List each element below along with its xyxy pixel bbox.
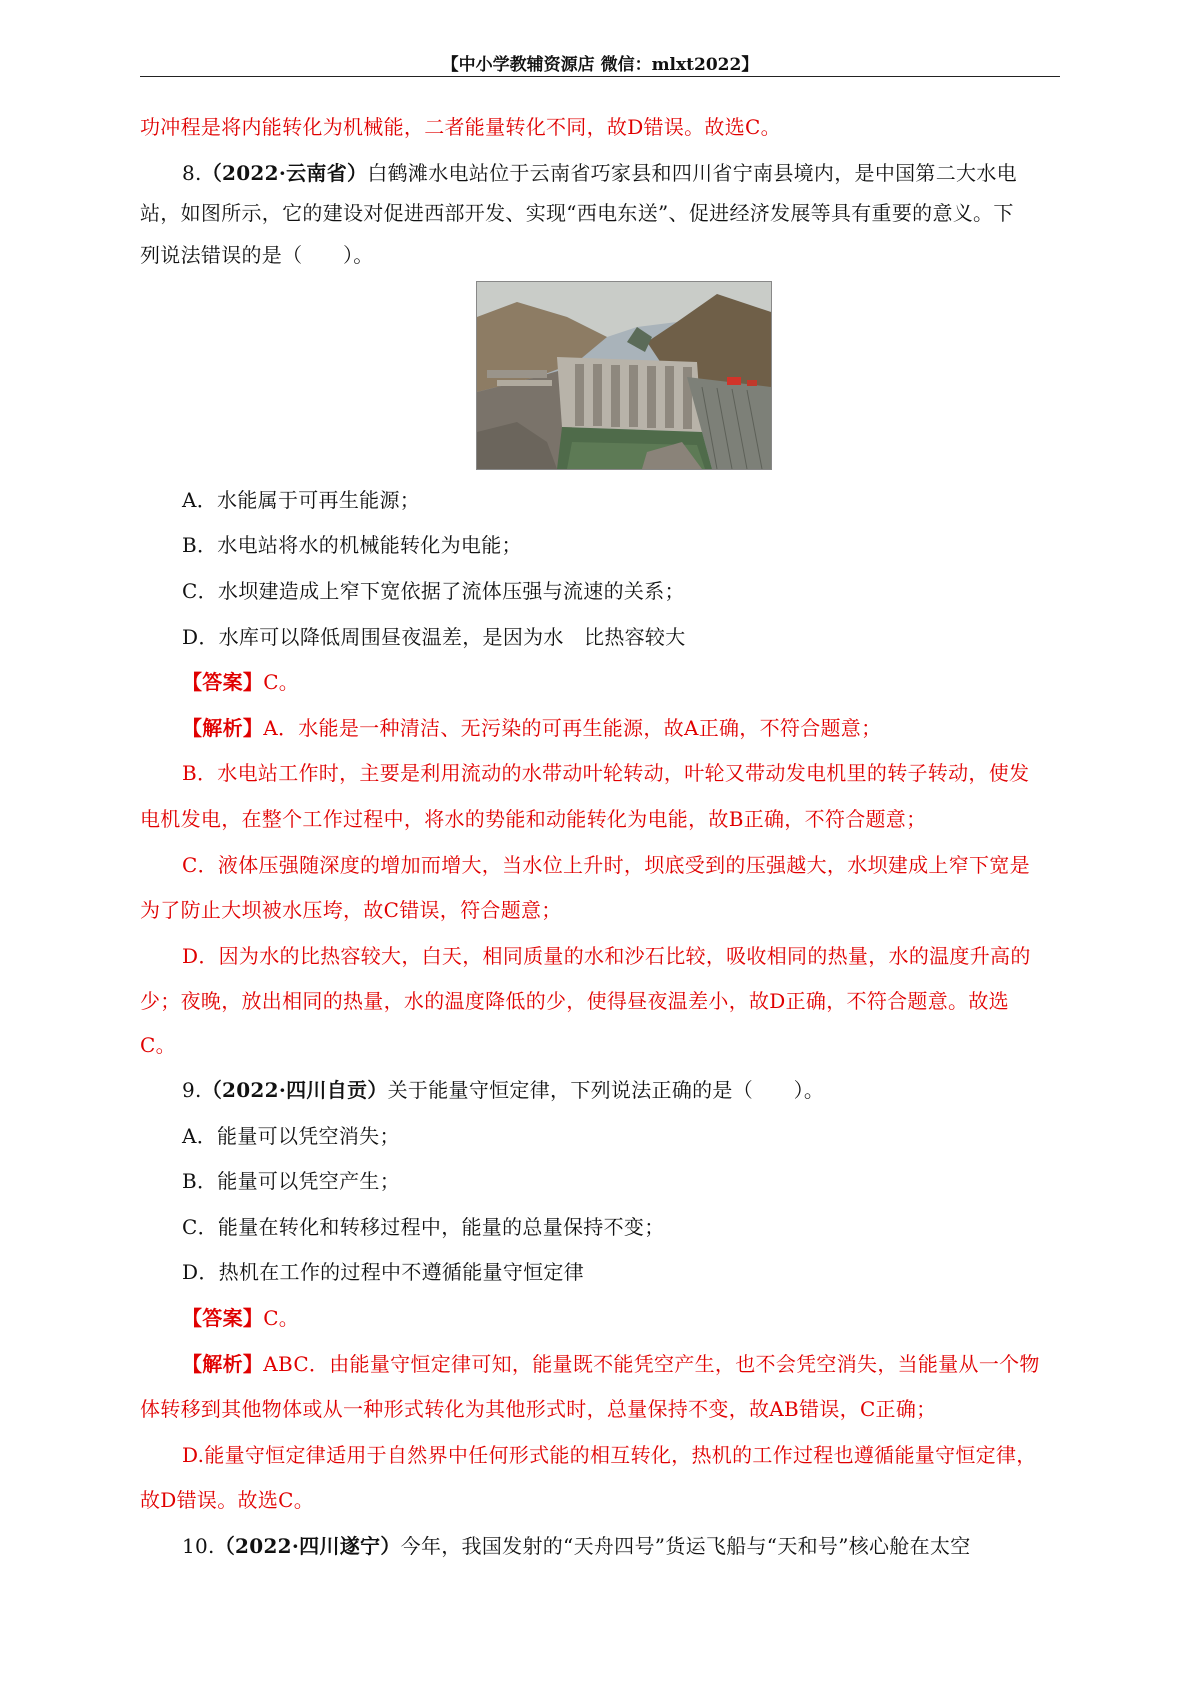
q9-number: 9.	[182, 1078, 202, 1102]
page-header: 【中小学教辅资源店 微信：mlxt2022】	[441, 55, 759, 75]
q8-analysis-tag: 【解析】	[182, 716, 264, 740]
q8-analysis-line8: C。	[140, 1033, 176, 1057]
q9-answer	[182, 1303, 1102, 1333]
q9-answer-tag: 【答案】	[182, 1306, 264, 1330]
q8-analysis-line6: D．因为水的比热容较大，白天，相同质量的水和沙石比较，吸收相同的热量，水的温度升高的	[182, 944, 1031, 968]
q8-answer-tag: 【答案】	[182, 670, 264, 694]
q8-analysis-line7: 少；夜晚，放出相同的热量，水的温度降低的少，使得昼夜温差小，故D正确，不符合题意。故选	[140, 989, 1009, 1013]
q9-answer-value: C。	[263, 1306, 300, 1330]
dam-photo	[476, 281, 772, 470]
header-divider	[140, 76, 1060, 77]
q8-option-d: D．水库可以降低周围昼夜温差，是因为水 比热容较大	[182, 625, 686, 649]
q8-analysis-line5: 为了防止大坝被水压垮，故C错误，符合题意；	[140, 898, 562, 922]
q10-stem-text: 今年，我国发射的“天舟四号”货运飞船与“天和号”核心舱在太空	[400, 1534, 971, 1558]
q8-analysis-line3: 电机发电，在整个工作过程中，将水的势能和动能转化为电能，故B正确，不符合题意；	[140, 807, 927, 831]
q9-option-a: A．能量可以凭空消失；	[182, 1124, 400, 1148]
prev-analysis-tail: 功冲程是将内能转化为机械能，二者能量转化不同，故D错误。故选C。	[140, 115, 781, 139]
q8-answer	[182, 667, 1102, 697]
q9-analysis-text: ABC．由能量守恒定律可知，能量既不能凭空产生，也不会凭空消失，当能量从一个物	[263, 1352, 1040, 1376]
q9-option-b: B．能量可以凭空产生；	[182, 1169, 400, 1193]
q8-answer-value: C。	[263, 670, 300, 694]
q8-analysis-line4: C．液体压强随深度的增加而增大，当水位上升时，坝底受到的压强越大，水坝建成上窄下宽是	[182, 853, 1030, 877]
q9-analysis-line4: 故D错误。故选C。	[140, 1488, 315, 1512]
q8-stem-line3: 列说法错误的是（ ）。	[140, 243, 374, 267]
q9-analysis-line1	[182, 1349, 1102, 1379]
q9-option-d: D．热机在工作的过程中不遵循能量守恒定律	[182, 1260, 585, 1284]
q8-analysis-line2: B．水电站工作时，主要是利用流动的水带动叶轮转动，叶轮又带动发电机里的转子转动，使发	[182, 761, 1030, 785]
q8-source: （2022·云南省）	[201, 161, 368, 185]
q9-stem	[182, 1075, 1102, 1105]
q8-option-c: C．水坝建造成上窄下宽依据了流体压强与流速的关系；	[182, 579, 685, 603]
q8-number: 8.	[182, 161, 202, 185]
q8-option-b: B．水电站将水的机械能转化为电能；	[182, 533, 522, 557]
q8-stem-line2: 站，如图所示，它的建设对促进西部开发、实现“西电东送”、促进经济发展等具有重要的意义。下	[140, 201, 1014, 225]
q8-stem-line1	[182, 158, 1102, 188]
q9-analysis-tag: 【解析】	[182, 1352, 264, 1376]
dam-photo-illustration	[477, 282, 771, 469]
q9-option-c: C．能量在转化和转移过程中，能量的总量保持不变；	[182, 1215, 665, 1239]
q8-option-a: A．水能属于可再生能源；	[182, 488, 421, 512]
q10-stem	[182, 1531, 1102, 1561]
q10-source: （2022·四川遂宁）	[214, 1534, 401, 1558]
q8-stem-text: 白鹤滩水电站位于云南省巧家县和四川省宁南县境内，是中国第二大水电	[367, 161, 1017, 185]
q8-analysis-text: A．水能是一种清洁、无污染的可再生能源，故A正确，不符合题意；	[263, 716, 882, 740]
q9-analysis-line3: D.能量守恒定律适用于自然界中任何形式能的相互转化，热机的工作过程也遵循能量守恒定律，	[182, 1443, 1037, 1467]
q8-analysis-line1	[182, 713, 1102, 743]
q9-stem-text: 关于能量守恒定律，下列说法正确的是（ ）。	[387, 1078, 825, 1102]
q9-analysis-line2: 体转移到其他物体或从一种形式转化为其他形式时，总量保持不变，故AB错误，C正确；	[140, 1397, 937, 1421]
q9-source: （2022·四川自贡）	[201, 1078, 388, 1102]
q10-number: 10.	[182, 1534, 215, 1558]
